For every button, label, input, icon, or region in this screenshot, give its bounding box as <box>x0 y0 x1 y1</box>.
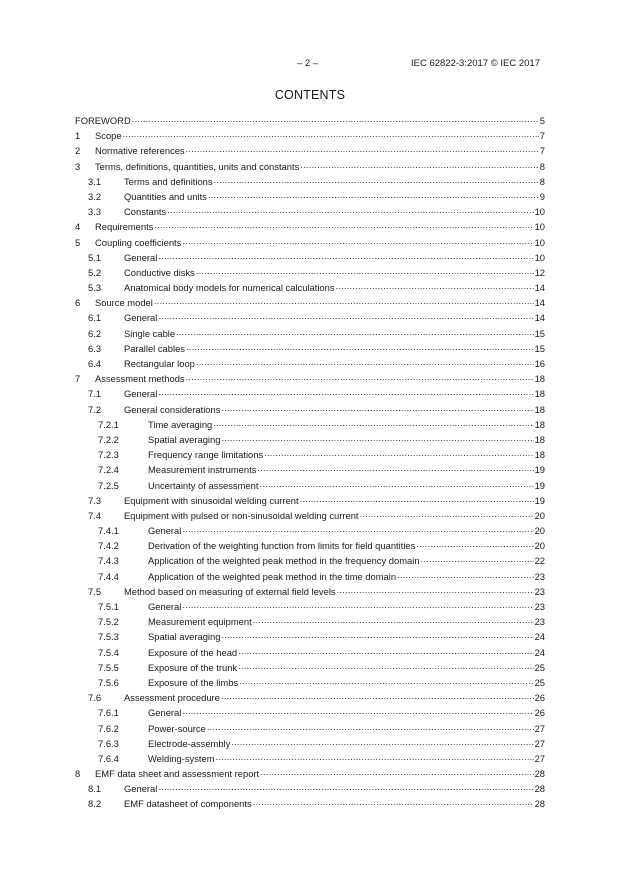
toc-entry[interactable] <box>75 356 545 371</box>
toc-entry[interactable] <box>75 675 545 690</box>
toc-dot-leader <box>132 113 539 124</box>
toc-dot-leader <box>264 447 533 458</box>
toc-entry-number: 7.2.5 <box>98 479 119 491</box>
toc-entry[interactable] <box>75 660 545 675</box>
toc-entry-title: Measurement equipment <box>148 616 252 628</box>
toc-dot-leader <box>253 796 534 807</box>
toc-entry-page: 10 <box>534 251 545 263</box>
toc-entry-title: Exposure of the head <box>148 646 238 658</box>
toc-entry[interactable] <box>75 569 545 584</box>
toc-entry[interactable] <box>75 781 545 796</box>
toc-entry-title: Power-source <box>148 722 206 734</box>
toc-entry-page: 19 <box>534 464 545 476</box>
toc-entry-number: 5 <box>75 236 81 248</box>
toc-entry-number: 2 <box>75 145 81 157</box>
toc-entry[interactable] <box>75 584 545 599</box>
toc-entry-page: 10 <box>534 221 545 233</box>
toc-entry-title: General <box>124 251 158 263</box>
toc-dot-leader <box>221 402 533 413</box>
toc-entry[interactable] <box>75 341 545 356</box>
toc-entry-page: 18 <box>534 373 545 385</box>
toc-entry-page: 23 <box>534 616 545 628</box>
toc-dot-leader <box>186 341 534 352</box>
toc-entry-page: 20 <box>534 509 545 521</box>
toc-dot-leader <box>239 675 533 686</box>
toc-entry-number: 7.4.4 <box>98 570 119 582</box>
toc-entry[interactable] <box>75 599 545 614</box>
toc-dot-leader <box>158 386 533 397</box>
toc-entry-page: 19 <box>534 479 545 491</box>
toc-entry[interactable] <box>75 493 545 508</box>
toc-entry-page: 28 <box>534 798 545 810</box>
toc-entry-title: Anatomical body models for numerical calculations <box>124 282 335 294</box>
toc-entry-title: FOREWORD <box>75 115 131 126</box>
toc-dot-leader <box>176 326 533 337</box>
toc-entry-title: Method based on measuring of external field levels <box>124 585 336 597</box>
toc-entry-title: General <box>148 707 182 719</box>
toc-entry-number: 5.3 <box>88 282 102 294</box>
toc-entry-page: 20 <box>534 540 545 552</box>
table-of-contents <box>75 113 545 812</box>
toc-entry[interactable] <box>75 204 545 219</box>
toc-entry-page: 18 <box>534 449 545 461</box>
toc-entry-title: Uncertainty of assessment <box>148 479 259 491</box>
toc-entry-number: 7.5.6 <box>98 676 119 688</box>
toc-entry[interactable] <box>75 796 545 811</box>
toc-dot-leader <box>260 766 533 777</box>
toc-dot-leader <box>231 736 533 747</box>
toc-entry-number: 7.3 <box>88 494 102 506</box>
toc-dot-leader <box>208 189 539 200</box>
toc-entry-number: 5.1 <box>88 251 102 263</box>
toc-dot-leader <box>182 705 533 716</box>
standard-reference: IEC 62822-3:2017 © IEC 2017 <box>410 58 540 69</box>
toc-entry-page: 18 <box>534 403 545 415</box>
toc-entry-page: 28 <box>534 768 545 780</box>
toc-entry-page: 27 <box>534 752 545 764</box>
toc-entry-number: 7.4 <box>88 509 102 521</box>
toc-entry[interactable] <box>75 159 545 174</box>
toc-dot-leader <box>238 660 533 671</box>
toc-dot-leader <box>158 250 533 261</box>
toc-entry-page: 15 <box>534 342 545 354</box>
toc-entry-page: 22 <box>534 555 545 567</box>
contents-title: CONTENTS <box>274 88 346 102</box>
toc-dot-leader <box>421 553 534 564</box>
toc-entry-title: Application of the weighted peak method in the frequency domain <box>148 555 420 567</box>
toc-entry-title: Rectangular loop <box>124 358 195 369</box>
toc-entry-page: 9 <box>539 190 545 202</box>
toc-entry-title: Exposure of the limbs <box>148 676 239 688</box>
toc-entry-title: Normative references <box>95 145 185 157</box>
toc-entry-page: 7 <box>539 130 545 142</box>
toc-entry-page: 19 <box>534 494 545 506</box>
toc-dot-leader <box>154 219 533 230</box>
toc-entry-page: 10 <box>534 206 545 218</box>
toc-entry-title: Exposure of the trunk <box>148 661 238 673</box>
toc-entry-number: 1 <box>75 130 81 142</box>
toc-entry-title: Measurement instruments <box>148 464 257 476</box>
toc-entry-title: General <box>124 783 158 795</box>
toc-entry-page: 24 <box>534 631 545 643</box>
toc-entry[interactable] <box>75 508 545 523</box>
toc-entry[interactable] <box>75 523 545 538</box>
toc-entry-number: 6.1 <box>88 312 102 324</box>
toc-entry-page: 23 <box>534 601 545 612</box>
toc-entry-title: Application of the weighted peak method in the time domain <box>148 570 397 582</box>
toc-entry-title: Time averaging <box>148 418 213 430</box>
toc-entry-page: 27 <box>534 722 545 734</box>
toc-dot-leader <box>182 599 533 610</box>
toc-entry[interactable] <box>75 553 545 568</box>
toc-entry-page: 23 <box>534 570 545 582</box>
toc-entry[interactable] <box>75 235 545 250</box>
toc-entry[interactable] <box>75 447 545 462</box>
toc-dot-leader <box>158 781 533 792</box>
toc-entry-number: 7.6.1 <box>98 707 119 719</box>
toc-entry-page: 10 <box>534 236 545 248</box>
toc-entry[interactable] <box>75 310 545 325</box>
toc-dot-leader <box>123 128 539 139</box>
page-header <box>0 58 620 72</box>
toc-entry-number: 3.1 <box>88 175 102 187</box>
toc-entry-number: 7.2.3 <box>98 449 119 461</box>
toc-entry-page: 26 <box>534 692 545 704</box>
toc-entry-number: 7.6.2 <box>98 722 119 734</box>
toc-entry[interactable] <box>75 326 545 341</box>
toc-entry-number: 7.6.3 <box>98 737 119 749</box>
toc-entry-page: 12 <box>534 266 545 278</box>
toc-entry-number: 7.4.3 <box>98 555 119 567</box>
toc-entry[interactable] <box>75 417 545 432</box>
toc-entry-number: 7.6.4 <box>98 752 119 764</box>
toc-entry-number: 7.4.1 <box>98 525 119 537</box>
toc-dot-leader <box>221 629 533 640</box>
toc-entry-page: 27 <box>534 737 545 749</box>
toc-entry[interactable] <box>75 371 545 386</box>
toc-entry-title: Assessment procedure <box>124 692 220 704</box>
toc-entry[interactable] <box>75 645 545 660</box>
toc-entry-number: 7.5.3 <box>98 631 119 643</box>
toc-entry-page: 15 <box>534 327 545 339</box>
toc-entry[interactable] <box>75 614 545 629</box>
toc-dot-leader <box>186 143 539 154</box>
toc-entry-number: 7.4.2 <box>98 540 119 552</box>
toc-entry-title: General <box>124 388 158 400</box>
toc-entry[interactable] <box>75 386 545 401</box>
toc-dot-leader <box>300 493 534 504</box>
toc-dot-leader <box>186 371 534 382</box>
toc-entry-number: 7.1 <box>88 388 102 400</box>
toc-entry-number: 7.2.4 <box>98 464 119 476</box>
toc-dot-leader <box>182 235 533 246</box>
toc-dot-leader <box>253 614 534 625</box>
toc-dot-leader <box>257 462 533 473</box>
toc-entry-page: 18 <box>534 418 545 430</box>
toc-entry-number: 7.5.2 <box>98 616 119 628</box>
toc-entry-title: Welding-system <box>148 752 215 764</box>
toc-entry-page: 26 <box>534 707 545 719</box>
toc-entry[interactable] <box>75 629 545 644</box>
toc-entry[interactable] <box>75 143 545 158</box>
toc-entry-number: 8.1 <box>88 783 102 795</box>
toc-dot-leader <box>221 432 533 443</box>
toc-entry[interactable] <box>75 705 545 720</box>
toc-entry-page: 14 <box>534 297 545 309</box>
toc-entry-page: 14 <box>534 282 545 294</box>
toc-entry-page: 18 <box>534 433 545 445</box>
toc-dot-leader <box>259 478 533 489</box>
toc-entry-page: 8 <box>539 160 545 172</box>
toc-entry-title: Derivation of the weighting function from limits for field quantities <box>148 540 416 552</box>
toc-entry-number: 7 <box>75 373 81 385</box>
toc-entry[interactable] <box>75 280 545 295</box>
toc-entry[interactable] <box>75 189 545 204</box>
toc-entry-title: Coupling coefficients <box>95 236 182 248</box>
toc-entry-title: Source model <box>95 297 153 309</box>
toc-dot-leader <box>216 751 534 762</box>
toc-entry-number: 6.4 <box>88 358 102 369</box>
toc-entry-title: Constants <box>124 206 167 218</box>
toc-entry-page: 5 <box>539 115 545 126</box>
toc-dot-leader <box>300 159 539 170</box>
toc-entry-title: Quantities and units <box>124 190 207 202</box>
toc-entry-title: Parallel cables <box>124 342 185 354</box>
toc-entry-title: Equipment with sinusoidal welding current <box>124 494 299 506</box>
toc-entry-title: Electrode-assembly <box>148 737 231 749</box>
toc-entry-title: Single cable <box>124 327 176 339</box>
toc-entry[interactable] <box>75 295 545 310</box>
toc-entry-title: General <box>148 525 182 537</box>
toc-entry-page: 25 <box>534 661 545 673</box>
toc-entry-number: 7.6 <box>88 692 102 704</box>
page-number: – 2 – <box>297 58 319 69</box>
toc-entry[interactable] <box>75 113 545 128</box>
toc-entry-title: General considerations <box>124 403 221 415</box>
toc-entry[interactable] <box>75 402 545 417</box>
toc-dot-leader <box>337 584 534 595</box>
toc-entry-title: Requirements <box>95 221 154 233</box>
toc-entry-number: 7.2.1 <box>98 418 119 430</box>
toc-entry-page: 25 <box>534 676 545 688</box>
toc-dot-leader <box>167 204 533 215</box>
toc-entry-title: Terms, definitions, quantities, units and constants <box>95 160 300 172</box>
toc-entry-page: 28 <box>534 783 545 795</box>
toc-entry-title: Spatial averaging <box>148 433 221 445</box>
toc-dot-leader <box>238 645 533 656</box>
toc-entry-page: 24 <box>534 646 545 658</box>
toc-entry-page: 14 <box>534 312 545 324</box>
toc-dot-leader <box>213 417 533 428</box>
toc-dot-leader <box>397 569 533 580</box>
toc-entry[interactable] <box>75 538 545 553</box>
toc-entry[interactable] <box>75 751 545 766</box>
toc-entry-page: 7 <box>539 145 545 157</box>
toc-dot-leader <box>336 280 534 291</box>
toc-entry-title: Equipment with pulsed or non-sinusoidal welding current <box>124 509 359 521</box>
toc-dot-leader <box>158 310 533 321</box>
toc-entry[interactable] <box>75 250 545 265</box>
toc-dot-leader <box>360 508 534 519</box>
toc-entry[interactable] <box>75 721 545 736</box>
toc-dot-leader <box>207 721 534 732</box>
toc-entry-page: 18 <box>534 388 545 400</box>
toc-dot-leader <box>214 174 539 185</box>
toc-dot-leader <box>416 538 533 549</box>
toc-entry-number: 8.2 <box>88 798 102 810</box>
toc-entry-title: Frequency range limitations <box>148 449 264 461</box>
toc-entry-number: 3.3 <box>88 206 102 218</box>
toc-entry[interactable] <box>75 766 545 781</box>
toc-entry-title: General <box>148 601 182 612</box>
toc-entry-number: 6 <box>75 297 81 309</box>
toc-dot-leader <box>182 523 533 534</box>
toc-entry-number: 6.3 <box>88 342 102 354</box>
toc-dot-leader <box>196 265 534 276</box>
toc-entry-title: General <box>124 312 158 324</box>
toc-entry-number: 4 <box>75 221 81 233</box>
toc-entry[interactable] <box>75 462 545 477</box>
toc-entry-page: 16 <box>534 358 545 369</box>
toc-entry[interactable] <box>75 128 545 143</box>
toc-entry-title: EMF data sheet and assessment report <box>95 768 260 780</box>
toc-entry[interactable] <box>75 736 545 751</box>
toc-entry-page: 20 <box>534 525 545 537</box>
toc-entry-number: 7.5 <box>88 585 102 597</box>
toc-entry-number: 7.5.4 <box>98 646 119 658</box>
toc-entry-title: Assessment methods <box>95 373 185 385</box>
toc-entry-number: 7.5.1 <box>98 601 119 612</box>
toc-entry-page: 8 <box>539 175 545 187</box>
toc-entry-page: 23 <box>534 585 545 597</box>
toc-entry[interactable] <box>75 478 545 493</box>
toc-dot-leader <box>154 295 534 306</box>
toc-entry[interactable] <box>75 219 545 234</box>
toc-entry[interactable] <box>75 174 545 189</box>
toc-entry-number: 6.2 <box>88 327 102 339</box>
toc-entry[interactable] <box>75 690 545 705</box>
toc-entry-title: Terms and definitions <box>124 175 213 187</box>
toc-entry[interactable] <box>75 432 545 447</box>
toc-entry-title: EMF datasheet of components <box>124 798 252 810</box>
toc-entry-number: 8 <box>75 768 81 780</box>
toc-entry-title: Scope <box>95 130 122 142</box>
toc-entry-number: 7.2.2 <box>98 433 119 445</box>
toc-entry-number: 5.2 <box>88 266 102 278</box>
toc-entry[interactable] <box>75 265 545 280</box>
toc-entry-number: 3 <box>75 160 81 172</box>
toc-entry-title: Spatial averaging <box>148 631 221 643</box>
toc-entry-number: 7.5.5 <box>98 661 119 673</box>
toc-entry-number: 7.2 <box>88 403 102 415</box>
toc-dot-leader <box>221 690 534 701</box>
toc-entry-number: 3.2 <box>88 190 102 202</box>
toc-dot-leader <box>196 356 534 367</box>
toc-entry-title: Conductive disks <box>124 266 195 278</box>
